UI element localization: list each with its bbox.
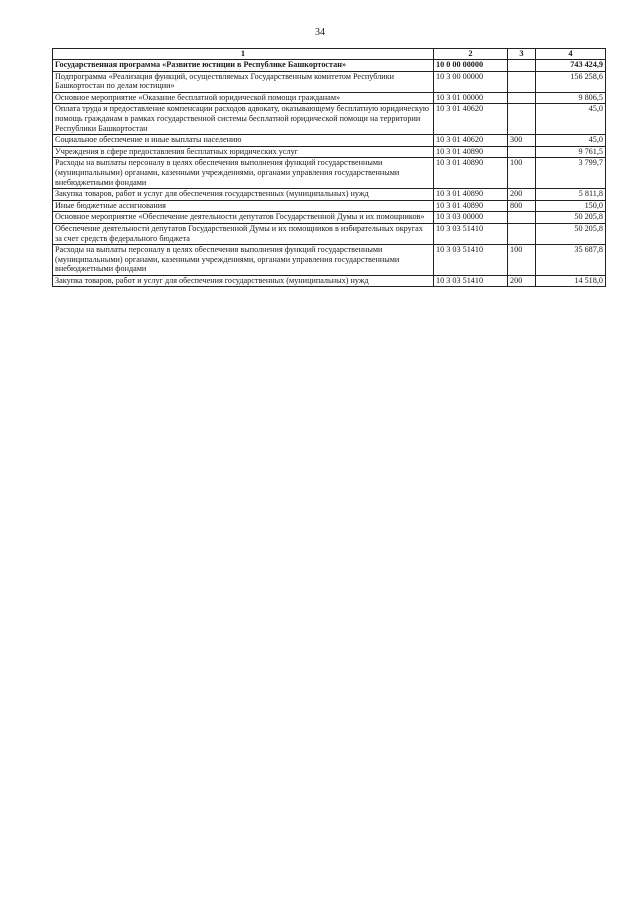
row-code: 10 3 01 40620 [434, 104, 508, 135]
row-code: 10 3 01 40890 [434, 200, 508, 212]
row-name: Основное мероприятие «Оказание бесплатной юридической помощи гражданам» [53, 92, 434, 104]
row-amount: 9 761,5 [536, 146, 606, 158]
row-name: Закупка товаров, работ и услуг для обеспечения государственных (муниципальных) нужд [53, 189, 434, 201]
row-expense-type [508, 223, 536, 244]
column-header-2: 2 [434, 49, 508, 60]
table-body [53, 60, 606, 287]
row-expense-type [508, 60, 536, 72]
row-amount: 150,0 [536, 200, 606, 212]
row-code: 10 0 00 00000 [434, 60, 508, 72]
table-row [53, 60, 606, 72]
row-amount: 3 799,7 [536, 158, 606, 189]
row-name: Основное мероприятие «Обеспечение деятельности депутатов Государственной Думы и их помощников» [53, 212, 434, 224]
row-code: 10 3 01 40890 [434, 158, 508, 189]
row-amount: 45,0 [536, 104, 606, 135]
table-row [53, 135, 606, 147]
row-amount: 9 806,5 [536, 92, 606, 104]
column-header-4: 4 [536, 49, 606, 60]
row-code: 10 3 03 51410 [434, 223, 508, 244]
table-row [53, 245, 606, 276]
row-name: Закупка товаров, работ и услуг для обеспечения государственных (муниципальных) нужд [53, 275, 434, 287]
table-row [53, 212, 606, 224]
row-expense-type [508, 92, 536, 104]
table-header-row [53, 49, 606, 60]
row-name: Государственная программа «Развитие юстиции в Республике Башкортостан» [53, 60, 434, 72]
row-expense-type [508, 212, 536, 224]
row-expense-type: 100 [508, 158, 536, 189]
table-row [53, 71, 606, 92]
row-expense-type: 200 [508, 189, 536, 201]
row-name: Подпрограмма «Реализация функций, осуществляемых Государственным комитетом Республики Башкортостан по делам юстиции» [53, 71, 434, 92]
row-expense-type: 100 [508, 245, 536, 276]
row-code: 10 3 01 00000 [434, 92, 508, 104]
row-name: Учреждения в сфере предоставления бесплатных юридических услуг [53, 146, 434, 158]
table-row [53, 92, 606, 104]
row-name: Иные бюджетные ассигнования [53, 200, 434, 212]
row-code: 10 3 03 51410 [434, 245, 508, 276]
row-name: Обеспечение деятельности депутатов Государственной Думы и их помощников в избирательных округах за счет средств федерального бюджета [53, 223, 434, 244]
row-code: 10 3 03 51410 [434, 275, 508, 287]
table-row [53, 275, 606, 287]
row-expense-type: 200 [508, 275, 536, 287]
row-amount: 50 205,8 [536, 212, 606, 224]
row-code: 10 3 01 40890 [434, 189, 508, 201]
row-amount: 156 258,6 [536, 71, 606, 92]
row-expense-type [508, 71, 536, 92]
table-row [53, 158, 606, 189]
table-row [53, 223, 606, 244]
row-name: Расходы на выплаты персоналу в целях обеспечения выполнения функций государственными (муниципальными) органами, казенными учреждениями, органами управления государственными внебюджетными фондами [53, 245, 434, 276]
row-code: 10 3 00 00000 [434, 71, 508, 92]
row-amount: 14 518,0 [536, 275, 606, 287]
row-amount: 743 424,9 [536, 60, 606, 72]
row-expense-type [508, 146, 536, 158]
row-amount: 50 205,8 [536, 223, 606, 244]
table-row [53, 104, 606, 135]
row-amount: 5 811,8 [536, 189, 606, 201]
column-header-1: 1 [53, 49, 434, 60]
row-code: 10 3 03 00000 [434, 212, 508, 224]
row-name: Расходы на выплаты персоналу в целях обеспечения выполнения функций государственными (муниципальными) органами, казенными учреждениями, органами управления государственными внебюджетными фондами [53, 158, 434, 189]
page-number: 34 [315, 27, 325, 38]
table-row [53, 200, 606, 212]
row-expense-type: 300 [508, 135, 536, 147]
table-row [53, 189, 606, 201]
budget-table [52, 48, 606, 287]
row-amount: 35 687,8 [536, 245, 606, 276]
column-header-3: 3 [508, 49, 536, 60]
row-amount: 45,0 [536, 135, 606, 147]
row-name: Социальное обеспечение и иные выплаты населению [53, 135, 434, 147]
row-expense-type [508, 104, 536, 135]
row-name: Оплата труда и предоставление компенсации расходов адвокату, оказывающему бесплатную юридическую помощь гражданам в рамках государственной системы бесплатной юридической помощи на территории Республики Башкортостан [53, 104, 434, 135]
table-row [53, 146, 606, 158]
row-expense-type: 800 [508, 200, 536, 212]
row-code: 10 3 01 40620 [434, 135, 508, 147]
row-code: 10 3 01 40890 [434, 146, 508, 158]
